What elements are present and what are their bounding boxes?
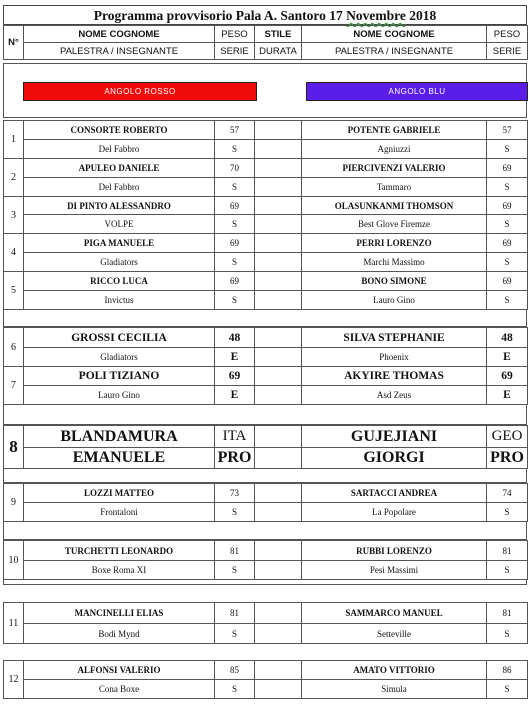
red-fighter-weight: 81	[215, 603, 255, 624]
red-fighter-gym: Cona Boxe	[24, 680, 215, 699]
red-fighter-gym: Gladiators	[24, 253, 215, 272]
header-duration: DURATA	[255, 43, 302, 60]
bout-row	[3, 660, 528, 699]
spacer-row	[3, 468, 527, 483]
blue-fighter-name: PERRI LORENZO	[302, 234, 487, 253]
header-blue-gym: PALESTRA / INSEGNANTE	[302, 43, 487, 60]
red-fighter-series: S	[215, 503, 255, 522]
red-fighter-weight: 69	[215, 367, 255, 386]
red-fighter-series: PRO	[215, 448, 255, 469]
red-fighter-name: RICCO LUCA	[24, 272, 215, 291]
blue-fighter-series: S	[487, 291, 528, 310]
blue-fighter-gym: Agniuzzi	[302, 140, 487, 159]
blue-fighter-series: E	[487, 386, 528, 405]
duration-cell	[255, 140, 302, 159]
bout-row	[3, 602, 528, 644]
red-corner-banner: ANGOLO ROSSO	[23, 82, 257, 101]
header-blue-series: SERIE	[487, 43, 528, 60]
red-fighter-name: CONSORTE ROBERTO	[24, 121, 215, 140]
red-fighter-gym: VOLPE	[24, 215, 215, 234]
bout-number: 2	[4, 159, 24, 197]
bout-row	[3, 120, 528, 159]
blue-fighter-weight: 69	[487, 197, 528, 215]
bout-number: 1	[4, 121, 24, 159]
blue-fighter-weight: 48	[487, 328, 528, 348]
red-fighter-series: S	[215, 215, 255, 234]
header-red-name: NOME COGNOME	[24, 26, 215, 43]
blue-fighter-name: POTENTE GABRIELE	[302, 121, 487, 140]
red-fighter-series: E	[215, 348, 255, 367]
red-fighter-series: S	[215, 680, 255, 699]
red-fighter-gym: Boxe Roma XI	[24, 561, 215, 580]
duration-cell	[255, 680, 302, 699]
blue-fighter-gym: Pesi Massimi	[302, 561, 487, 580]
blue-corner-banner: ANGOLO BLU	[306, 82, 528, 101]
blue-fighter-name: OLASUNKANMI THOMSON	[302, 197, 487, 215]
blue-fighter-name: SILVA STEPHANIE	[302, 328, 487, 348]
header-style: STILE	[255, 26, 302, 43]
header-blue-weight: PESO	[487, 26, 528, 43]
red-fighter-weight: 81	[215, 541, 255, 561]
header-red-weight: PESO	[215, 26, 255, 43]
blue-fighter-name: SARTACCI ANDREA	[302, 484, 487, 503]
header-blue-name: NOME COGNOME	[302, 26, 487, 43]
blue-fighter-weight: 57	[487, 121, 528, 140]
bout-number: 4	[4, 234, 24, 272]
red-fighter-series: S	[215, 253, 255, 272]
blue-fighter-name: PIERCIVENZI VALERIO	[302, 159, 487, 178]
blue-fighter-series: S	[487, 503, 528, 522]
style-cell	[255, 272, 302, 291]
bout-row	[3, 425, 528, 469]
red-fighter-weight: 73	[215, 484, 255, 503]
bout-number: 10	[4, 541, 24, 580]
duration-cell	[255, 348, 302, 367]
red-fighter-gym: EMANUELE	[24, 448, 215, 469]
duration-cell	[255, 448, 302, 469]
header-red-gym: PALESTRA / INSEGNANTE	[24, 43, 215, 60]
spacer-row	[3, 309, 527, 327]
blue-fighter-weight: GEO	[487, 426, 528, 448]
red-fighter-name: PIGA MANUELE	[24, 234, 215, 253]
title-prefix: Programma provvisorio Pala A. Santoro 17	[93, 8, 347, 23]
red-fighter-name: GROSSI CECILIA	[24, 328, 215, 348]
blue-fighter-weight: 81	[487, 541, 528, 561]
red-fighter-gym: Bodi Mynd	[24, 624, 215, 644]
blue-fighter-name: BONO SIMONE	[302, 272, 487, 291]
blue-fighter-name: AMATO VITTORIO	[302, 661, 487, 680]
blue-fighter-name: GUJEJIANI	[302, 426, 487, 448]
style-cell	[255, 661, 302, 680]
red-fighter-name: POLI TIZIANO	[24, 367, 215, 386]
spacer-row	[3, 404, 527, 425]
page-title	[3, 5, 527, 25]
blue-fighter-series: S	[487, 624, 528, 644]
blue-fighter-gym: GIORGI	[302, 448, 487, 469]
blue-fighter-gym: Simula	[302, 680, 487, 699]
duration-cell	[255, 561, 302, 580]
blue-fighter-gym: Best Glove Firemze	[302, 215, 487, 234]
blue-fighter-gym: Marchi Massimo	[302, 253, 487, 272]
bout-row	[3, 196, 528, 234]
blue-fighter-weight: 81	[487, 603, 528, 624]
style-cell	[255, 234, 302, 253]
style-cell	[255, 426, 302, 448]
red-fighter-series: E	[215, 386, 255, 405]
red-fighter-gym: Invictus	[24, 291, 215, 310]
bout-row	[3, 271, 528, 310]
red-fighter-name: ALFONSI VALERIO	[24, 661, 215, 680]
duration-cell	[255, 215, 302, 234]
red-fighter-weight: 57	[215, 121, 255, 140]
blue-fighter-weight: 69	[487, 272, 528, 291]
blue-fighter-series: PRO	[487, 448, 528, 469]
red-fighter-weight: ITA	[215, 426, 255, 448]
blue-fighter-gym: Setteville	[302, 624, 487, 644]
red-fighter-series: S	[215, 624, 255, 644]
red-fighter-weight: 70	[215, 159, 255, 178]
red-fighter-weight: 69	[215, 272, 255, 291]
bout-number: 12	[4, 661, 24, 699]
bout-number: 6	[4, 328, 24, 367]
red-fighter-name: APULEO DANIELE	[24, 159, 215, 178]
spacer-row	[3, 521, 527, 540]
blue-fighter-weight: 69	[487, 367, 528, 386]
bout-row	[3, 327, 528, 367]
bout-number: 11	[4, 603, 24, 644]
red-fighter-series: S	[215, 561, 255, 580]
bout-number: 3	[4, 197, 24, 234]
header-num: N°	[4, 26, 24, 60]
style-cell	[255, 541, 302, 561]
red-fighter-name: TURCHETTI LEONARDO	[24, 541, 215, 561]
blue-fighter-series: S	[487, 253, 528, 272]
bout-row	[3, 158, 528, 197]
style-cell	[255, 121, 302, 140]
red-fighter-gym: Lauro Gino	[24, 386, 215, 405]
duration-cell	[255, 624, 302, 644]
duration-cell	[255, 178, 302, 197]
blue-fighter-series: S	[487, 215, 528, 234]
blue-fighter-gym: Lauro Gino	[302, 291, 487, 310]
blue-fighter-gym: Phoenix	[302, 348, 487, 367]
bout-row	[3, 366, 528, 405]
bout-number: 7	[4, 367, 24, 405]
blue-fighter-weight: 74	[487, 484, 528, 503]
blue-fighter-weight: 86	[487, 661, 528, 680]
style-cell	[255, 159, 302, 178]
style-cell	[255, 367, 302, 386]
duration-cell	[255, 253, 302, 272]
red-fighter-series: S	[215, 140, 255, 159]
blue-fighter-series: S	[487, 561, 528, 580]
style-cell	[255, 197, 302, 215]
header-red-series: SERIE	[215, 43, 255, 60]
bout-row	[3, 540, 528, 580]
bout-number: 8	[4, 426, 24, 469]
red-fighter-gym: Del Fabbro	[24, 178, 215, 197]
blue-fighter-gym: Asd Zeus	[302, 386, 487, 405]
blue-fighter-name: AKYIRE THOMAS	[302, 367, 487, 386]
blue-fighter-name: SAMMARCO MANUEL	[302, 603, 487, 624]
title-suffix: 2018	[405, 8, 437, 23]
bout-number: 9	[4, 484, 24, 522]
bout-number: 5	[4, 272, 24, 310]
red-fighter-name: LOZZI MATTEO	[24, 484, 215, 503]
blue-fighter-series: S	[487, 140, 528, 159]
blue-fighter-weight: 69	[487, 159, 528, 178]
red-fighter-name: MANCINELLI ELIAS	[24, 603, 215, 624]
duration-cell	[255, 386, 302, 405]
red-fighter-weight: 48	[215, 328, 255, 348]
blue-fighter-gym: La Popolare	[302, 503, 487, 522]
blue-fighter-series: S	[487, 178, 528, 197]
red-fighter-series: S	[215, 178, 255, 197]
bout-row	[3, 483, 528, 522]
duration-cell	[255, 503, 302, 522]
red-fighter-weight: 69	[215, 234, 255, 253]
blue-fighter-series: S	[487, 680, 528, 699]
red-fighter-weight: 69	[215, 197, 255, 215]
blue-fighter-series: E	[487, 348, 528, 367]
red-fighter-gym: Del Fabbro	[24, 140, 215, 159]
blue-fighter-gym: Tammaro	[302, 178, 487, 197]
red-fighter-name: DI PINTO ALESSANDRO	[24, 197, 215, 215]
title-month: Novembre	[346, 8, 406, 23]
style-cell	[255, 484, 302, 503]
red-fighter-name: BLANDAMURA	[24, 426, 215, 448]
style-cell	[255, 603, 302, 624]
red-fighter-series: S	[215, 291, 255, 310]
duration-cell	[255, 291, 302, 310]
red-fighter-gym: Frontaloni	[24, 503, 215, 522]
bout-row	[3, 233, 528, 272]
red-fighter-gym: Gladiators	[24, 348, 215, 367]
blue-fighter-weight: 69	[487, 234, 528, 253]
red-fighter-weight: 85	[215, 661, 255, 680]
blue-fighter-name: RUBBI LORENZO	[302, 541, 487, 561]
header-table	[3, 25, 528, 60]
style-cell	[255, 328, 302, 348]
